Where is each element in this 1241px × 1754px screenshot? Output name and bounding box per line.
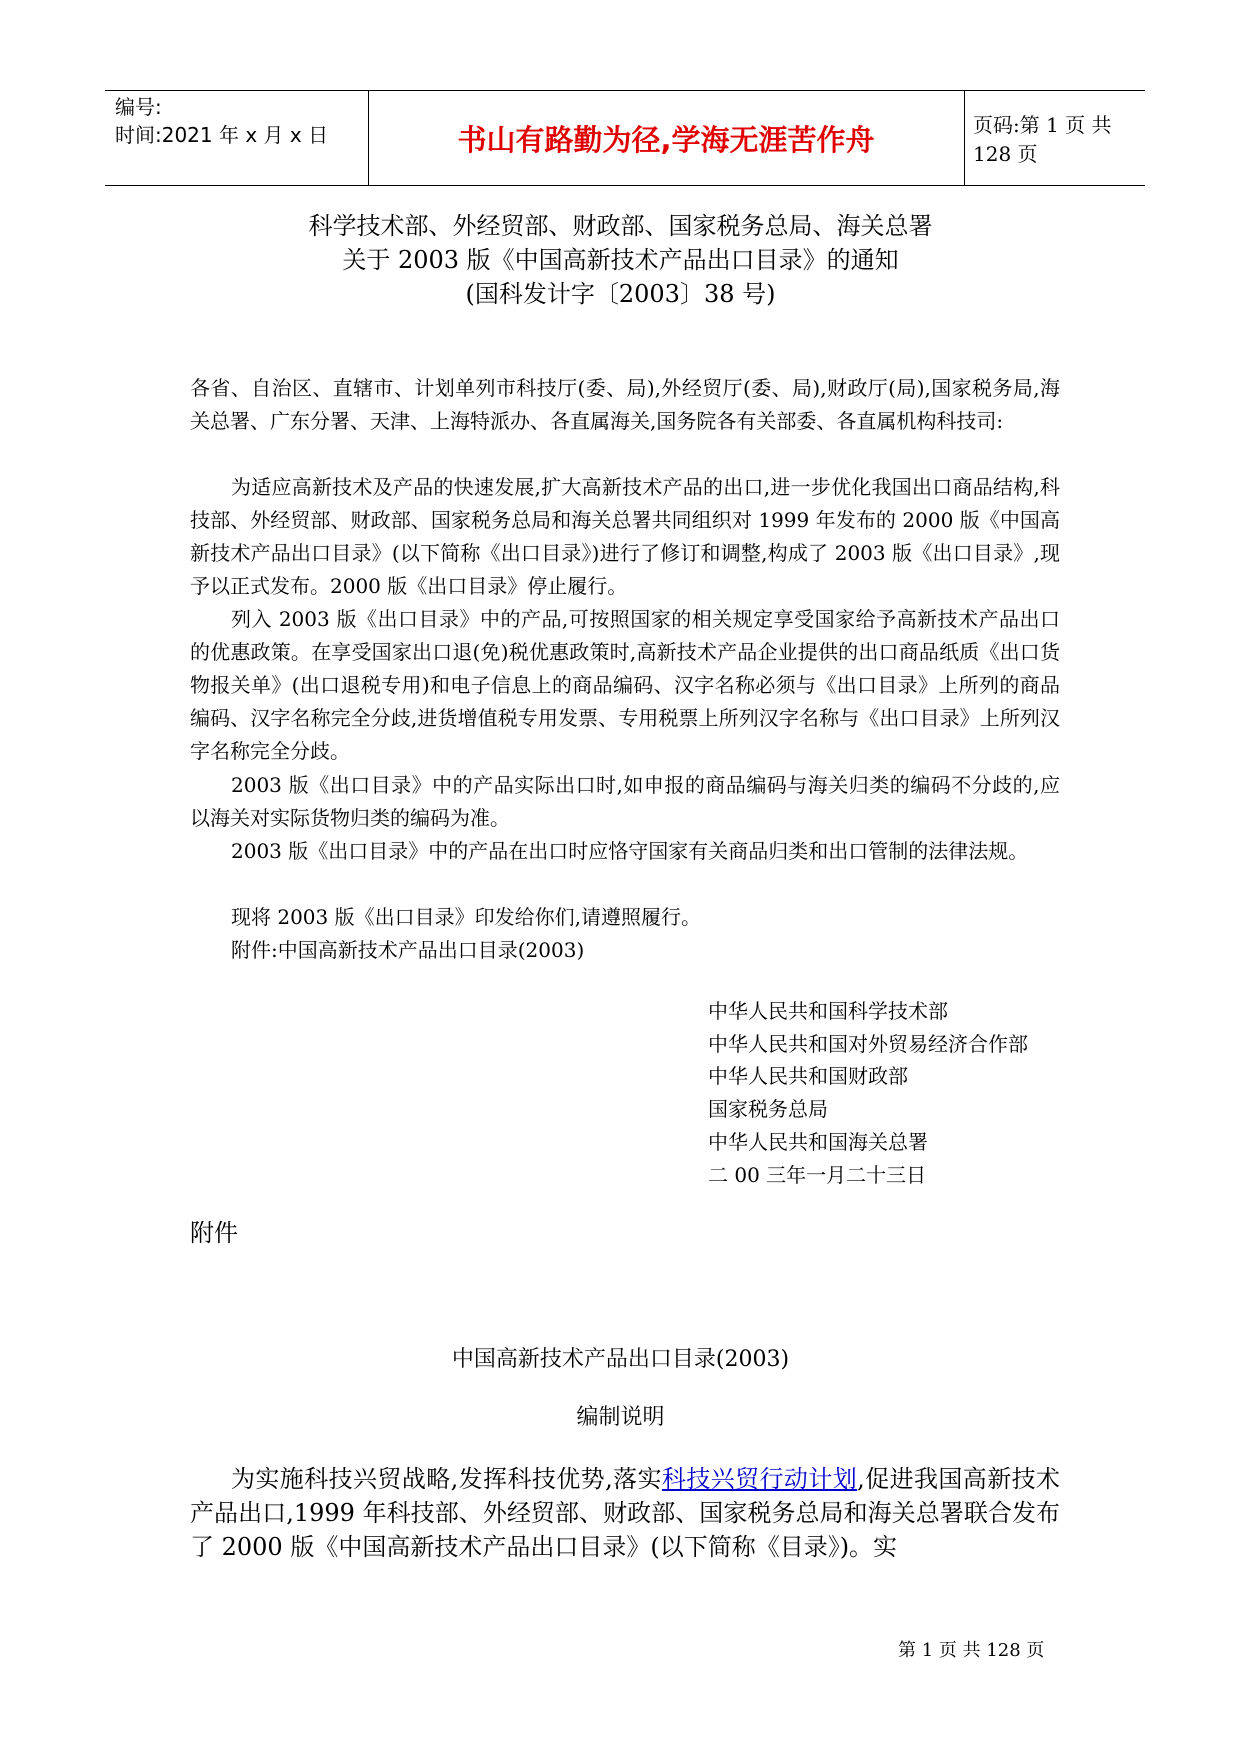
intro-text: 为实施科技兴贸战略,发挥科技优势,落实 — [231, 1465, 662, 1493]
body-paragraph-1: 为适应高新技术及产品的快速发展,扩大高新技术产品的出口,进一步优化我国出口商品结构,科技部、外经贸部、财政部、国家税务总局和海关总署共同组织对 1999 年发布的 2000 版《中国高新技术产品出口目录》(以下简称《出口目录》)进行了修订和调整,构成了 2003 版《出口目录》,现予以正式发布。2000 版《出口目录》停止履行。 — [190, 475, 1060, 598]
signature-line: 中华人民共和国财政部 — [708, 1064, 908, 1088]
notice-title-line2: 关于 2003 版《中国高新技术产品出口目录》的通知 — [342, 246, 899, 274]
body-paragraph-3: 2003 版《出口目录》中的产品实际出口时,如申报的商品编码与海关归类的编码不分歧的,应以海关对实际货物归类的编码为准。 — [190, 773, 1060, 830]
intro-text: ,促进我国高新技术产品出口,1999 年科技部、外经贸部、财政部、国家税务总局和海关总署联合发布了 2000 版《中国高新技术产品出口目录》(以下简称《目录》)。实 — [190, 1465, 1061, 1561]
header-motto: 书山有路勤为径,学海无涯苦作舟 — [457, 122, 875, 157]
signature-line: 中华人民共和国对外贸易经济合作部 — [708, 1032, 1028, 1056]
divider — [964, 91, 965, 185]
header-page-info: 页码:第 1 页 共 128 页 — [973, 113, 1112, 166]
signature-date: 二 00 三年一月二十三日 — [708, 1163, 927, 1187]
action-plan-link[interactable]: 科技兴贸行动计划 — [661, 1465, 858, 1493]
notice-title-line1: 科学技术部、外经贸部、财政部、国家税务总局、海关总署 — [308, 212, 933, 240]
attachment-note: 附件:中国高新技术产品出口目录(2003) — [231, 938, 585, 962]
page-header — [105, 90, 1145, 186]
body-paragraph-5: 现将 2003 版《出口目录》印发给你们,请遵照履行。 — [231, 905, 701, 929]
attachment-title: 中国高新技术产品出口目录(2003) — [451, 1347, 790, 1372]
signature-line: 国家税务总局 — [708, 1097, 828, 1121]
page-footer: 第 1 页 共 128 页 — [898, 1640, 1045, 1661]
signature-line: 中华人民共和国科学技术部 — [708, 999, 948, 1023]
number-label: 编号: — [115, 95, 162, 119]
body-paragraph-2: 列入 2003 版《出口目录》中的产品,可按照国家的相关规定享受国家给予高新技术产品出口的优惠政策。在享受国家出口退(免)税优惠政策时,高新技术产品企业提供的出口商品纸质《出口货物报关单》(出口退税专用)和电子信息上的商品编码、汉字名称必须与《出口目录》上所列的商品编码、汉字名称完全分歧,进货增值税专用发票、专用税票上所列汉字名称与《出口目录》上所列汉字名称完全分歧。 — [190, 607, 1060, 763]
header-meta — [115, 91, 365, 185]
attachment-subtitle: 编制说明 — [576, 1405, 665, 1430]
signature-line: 中华人民共和国海关总署 — [708, 1130, 928, 1154]
recipients-paragraph: 各省、自治区、直辖市、计划单列市科技厅(委、局),外经贸厅(委、局),财政厅(局),国家税务局,海关总署、广东分署、天津、上海特派办、各直属海关,国务院各有关部委、各直属机构科技司: — [190, 376, 1060, 433]
attachment-label: 附件 — [190, 1219, 238, 1247]
notice-title-line3: (国科发计字〔2003〕38 号) — [465, 280, 776, 308]
attachment-intro — [190, 1462, 1060, 1564]
time-label: 时间:2021 年 x 月 x 日 — [115, 123, 329, 147]
body-paragraph-4: 2003 版《出口目录》中的产品在出口时应恪守国家有关商品归类和出口管制的法律法规。 — [231, 839, 1029, 863]
